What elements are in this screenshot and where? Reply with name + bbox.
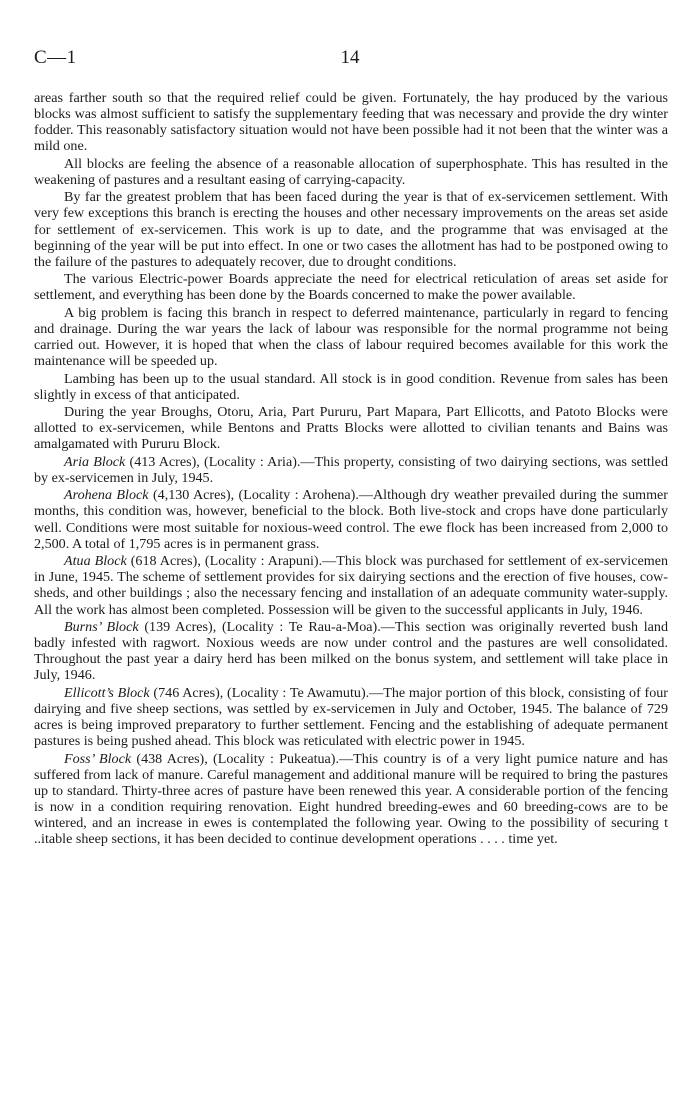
block-title: Burns’ Block [64, 618, 139, 635]
block-title: Foss’ Block [64, 750, 132, 767]
paragraph: During the year Broughs, Otoru, Aria, Part Pururu, Part Mapara, Part Ellicotts, and Patoto Blocks were allotted to ex-servicemen, while Bentons and Pratts Blocks were allotted to civilian tenants and Bains was amalgamated with Pururu Block. [34, 404, 668, 453]
report-body [34, 90, 668, 849]
paragraph: A big problem is facing this branch in respect to deferred maintenance, particularly in regard to fencing and drainage. During the war years the lack of labour was responsible for the normal programme not being carried out. However, it is hoped that when the class of labour required becomes available for this work the maintenance will be speeded up. [34, 304, 668, 370]
page-header [34, 47, 666, 71]
block-entry-aria [34, 454, 668, 486]
paragraph: areas farther south so that the required relief could be given. Fortunately, the hay produced by the various blocks was almost sufficient to satisfy the supplementary feeding that was necessary and provide the dry winter fodder. This reasonably satisfactory situation would not have been possible had it not been that the winter was a mild one. [34, 90, 668, 155]
block-title: Ellicott’s Block [64, 684, 150, 701]
block-title: Atua Block [64, 553, 127, 570]
block-entry-burns [34, 619, 668, 684]
block-entry-ellicotts [34, 685, 668, 750]
block-description: (139 Acres), (Locality : Te Rau-a-Moa).—This section was originally reverted bush land badly infested with ragwort. Noxious weeds are now under control and the pastures are well consolidated. Throughout the past year a dairy herd has been milked on the bonus system, and settlement will take place in July, 1946. [34, 618, 668, 684]
block-title: Arohena Block [64, 487, 149, 504]
block-description: (618 Acres), (Locality : Arapuni).—This block was purchased for settlement of ex-servicemen in June, 1945. The scheme of settlement provides for six dairying sections and the erection of five houses, cow-sheds, and other buildings ; also the necessary fencing and installation of an adequate community water-supply. All the work has almost been completed. Possession will be given to the successful applicants in July, 1946. [34, 553, 668, 618]
block-description: (4,130 Acres), (Locality : Arohena).—Although dry weather prevailed during the summer months, this condition was, however, beneficial to the block. Both live-stock and crops have done particularly well. Conditions were most suitable for noxious-weed control. The ewe flock has been increased from 2,000 to 2,500. A total of 1,795 acres is in permanent grass. [34, 487, 669, 552]
block-description: (438 Acres), (Locality : Pukeatua).—This country is of a very light pumice nature and has suffered from lack of manure. Careful management and additional manure will be required to bring the pastures up to standard. Thirty-three acres of pasture have been renewed this year. A considerable portion of the fencing is now in a condition requiring renovation. Eight hundred breeding-ewes and 60 breeding-cows are to be wintered, and an increase in ewes is contemplated the following year. Owing to the possibility of securing t ..itable sheep sections, it has been decided to continue development operations . . . . time yet. [34, 750, 668, 848]
paragraph: By far the greatest problem that has been faced during the year is that of ex-servicemen settlement. With very few exceptions this branch is erecting the houses and other necessary improvements on the areas set aside for settlement of ex-servicemen. This work is up to date, and the programme that was envisaged at the beginning of the year will be put into effect. In one or two cases the allotment has had to be postponed owing to the failure of the pastures to adequately recover, due to drought conditions. [34, 189, 668, 270]
block-entry-atua [34, 553, 668, 618]
document-reference: C—1 [34, 47, 77, 68]
block-description: (413 Acres), (Locality : Aria).—This property, consisting of two dairying sections, was settled by ex-servicemen in July, 1945. [34, 453, 668, 486]
block-entry-foss [34, 751, 668, 848]
block-description: (746 Acres), (Locality : Te Awamutu).—The major portion of this block, consisting of four dairying and five sheep sections, was settled by ex-servicemen in July and October, 1945. The balance of 729 acres is being improved preparatory to further settlement. Fencing and the establishing of adequate permanent pastures is being pushed ahead. This block was reticulated with electric power in 1945. [34, 684, 668, 750]
block-entry-arohena [34, 487, 668, 552]
paragraph: All blocks are feeling the absence of a reasonable allocation of superphosphate. This has resulted in the weakening of pastures and a resultant easing of carrying-capacity. [34, 155, 668, 188]
paragraph: Lambing has been up to the usual standard. All stock is in good condition. Revenue from sales has been slightly in excess of that anticipated. [34, 370, 668, 403]
paragraph: The various Electric-power Boards appreciate the need for electrical reticulation of areas set aside for settlement, and everything has been done by the Boards concerned to make the power available. [34, 271, 668, 304]
block-title: Aria Block [64, 453, 126, 470]
page-number: 14 [340, 47, 360, 68]
